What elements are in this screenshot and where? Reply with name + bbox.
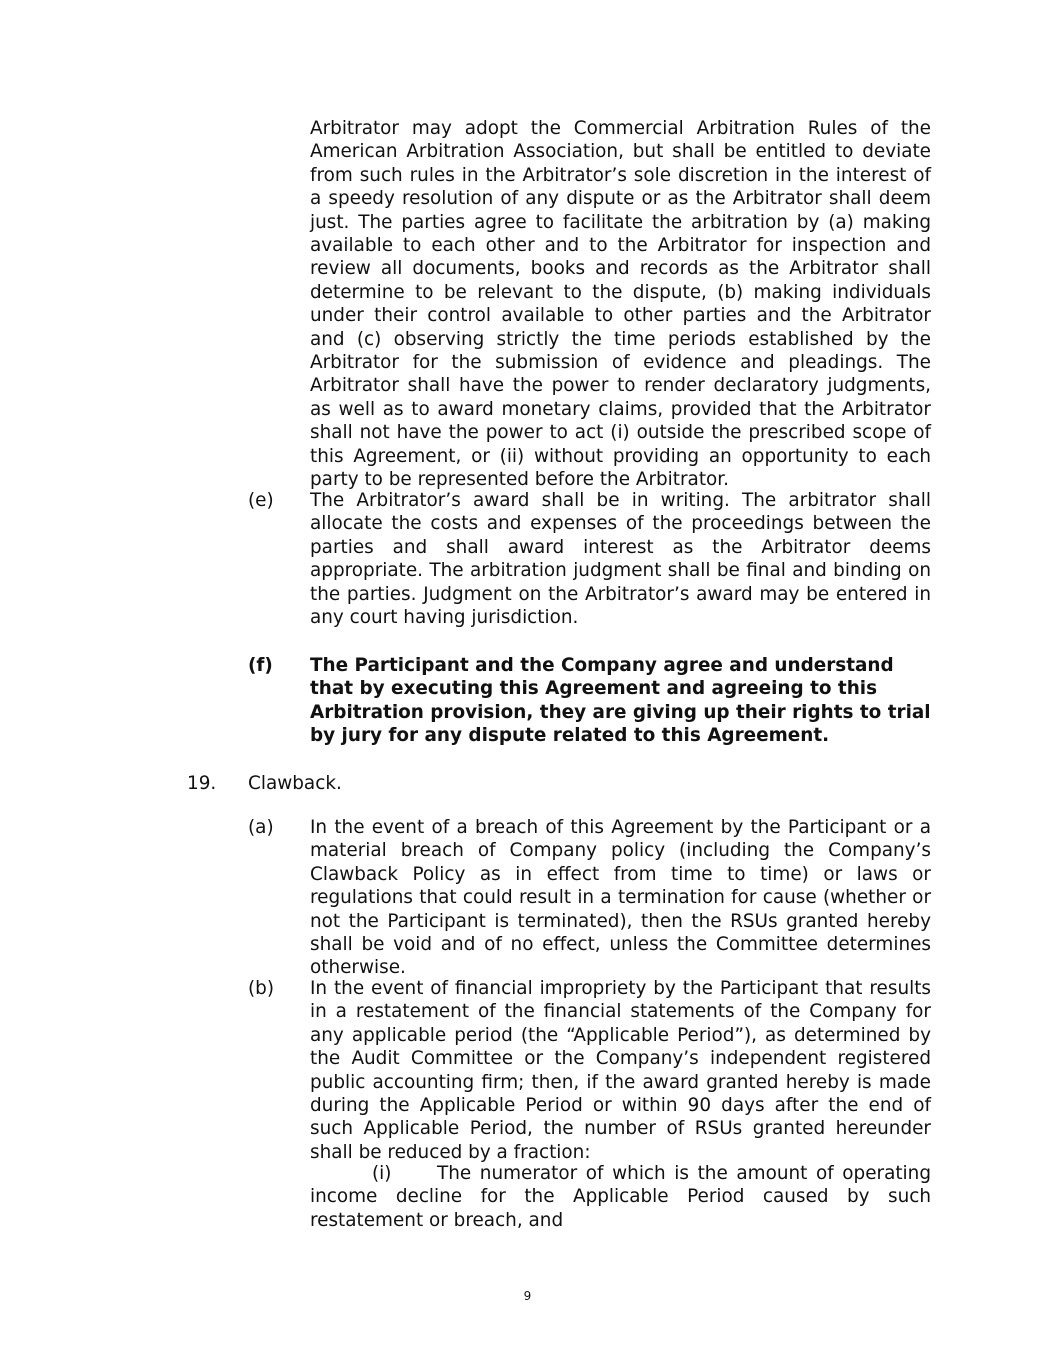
arbitration-continuation-paragraph: Arbitrator may adopt the Commercial Arbitration Rules of the American Arbitration Association, but shall be entitled to deviate from such rules in the Arbitrator’s sole discretion in the interest of a speedy resolution of any dispute or as the Arbitrator shall deem just. The parties agree to facilitate the arbitration by (a) making available to each other and to the Arbitrator for inspection and review all documents, books and records as the Arbitrator shall determine to be relevant to the dispute, (b) making individuals under their control available to other parties and the Arbitrator and (c) observing strictly the time periods established by the Arbitrator for the submission of evidence and pleadings. The Arbitrator shall have the power to render declaratory judgments, as well as to award monetary claims, provided that the Arbitrator shall not have the power to act (i) outside the prescribed scope of this Agreement, or (ii) without providing an opportunity to each party to be represented before the Arbitrator. bbox=[310, 118, 931, 491]
clause-b-label: (b) bbox=[248, 978, 275, 999]
sub-clause-i-label: (i) bbox=[372, 1163, 392, 1184]
clause-e-text: The Arbitrator’s award shall be in writing. The arbitrator shall allocate the costs and expenses of the proceedings between the parties and shall award interest as the Arbitrator deems appropriate. The arbitration judgment shall be final and binding on the parties. Judgment on the Arbitrator’s award may be entered in any court having jurisdiction. bbox=[310, 490, 931, 629]
clause-b-text: In the event of financial impropriety by the Participant that results in a restatement of the financial statements of the Company for any applicable period (the “Applicable Period”), as determined by the Audit Committee or the Company’s independent registered public accounting firm; then, if the award granted hereby is made during the Applicable Period or within 90 days after the end of such Applicable Period, the number of RSUs granted hereunder shall be reduced by a fraction: bbox=[310, 978, 931, 1163]
clause-e-label: (e) bbox=[248, 490, 274, 511]
page-number: 9 bbox=[523, 1289, 532, 1303]
sub-clause-i-text: The numerator of which is the amount of operating income decline for the Applicable Period caused by such restatement or breach, and bbox=[310, 1163, 931, 1231]
section-19-title: Clawback. bbox=[248, 773, 342, 794]
clause-f-text: The Participant and the Company agree and understand that by executing this Agreement and agreeing to this Arbitration provision, they are giving up their rights to trial by jury for any dispute related to this Agreement. bbox=[310, 655, 931, 747]
section-19-number: 19. bbox=[187, 773, 217, 794]
sub-clause-i bbox=[310, 1162, 931, 1232]
clause-a-text: In the event of a breach of this Agreement by the Participant or a material breach of Company policy (including the Company’s Clawback Policy as in effect from time to time) or laws or regulations that could result in a termination for cause (whether or not the Participant is terminated), then the RSUs granted hereby shall be void and of no effect, unless the Committee determines otherwise. bbox=[310, 817, 931, 979]
clause-a-label: (a) bbox=[248, 817, 274, 838]
clause-f-label: (f) bbox=[248, 655, 273, 676]
